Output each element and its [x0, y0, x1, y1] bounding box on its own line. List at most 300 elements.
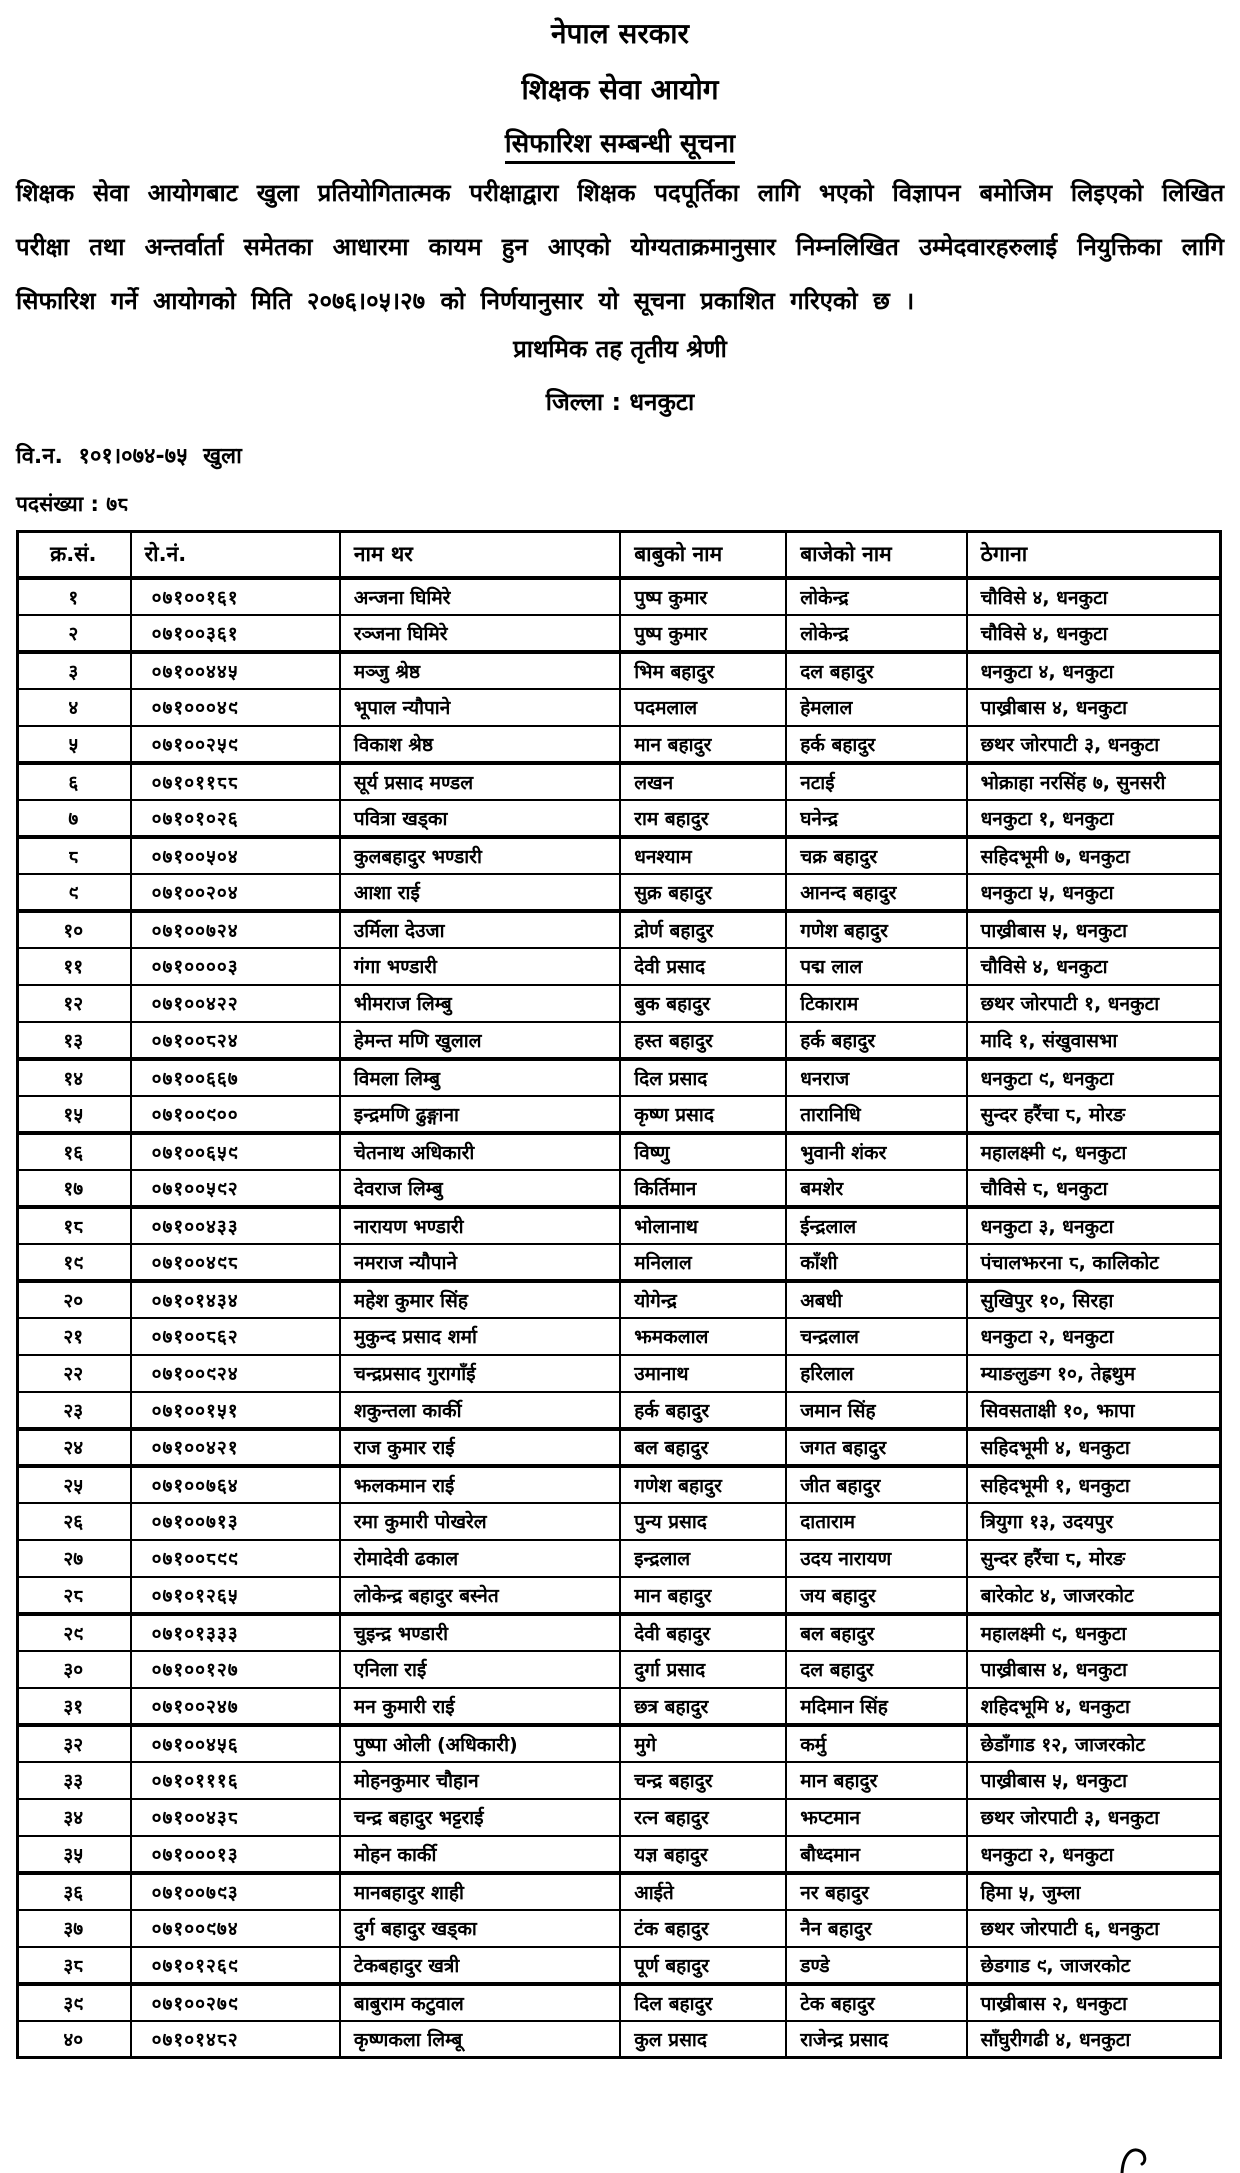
cell-name: उर्मिला देउजा — [340, 911, 620, 948]
cell-grandfather-name: झप्टमान — [786, 1799, 966, 1836]
cell-roll-no: ०७१००८६२ — [131, 1318, 340, 1355]
cell-address: चौविसे ८, धनकुटा — [967, 1170, 1221, 1207]
cell-father-name: छत्र बहादुर — [620, 1688, 786, 1725]
cell-address: पाख्रीबास ४, धनकुटा — [967, 689, 1221, 726]
table-row — [18, 1133, 1221, 1170]
cell-address: मादि १, संखुवासभा — [967, 1022, 1221, 1059]
cell-father-name: धनश्याम — [620, 837, 786, 874]
table-row — [18, 1503, 1221, 1540]
cell-grandfather-name: दल बहादुर — [786, 1651, 966, 1688]
cell-father-name: टंक बहादुर — [620, 1910, 786, 1947]
cell-name: झलकमान राई — [340, 1466, 620, 1503]
cell-serial: २२ — [18, 1355, 131, 1392]
cell-grandfather-name: हेमलाल — [786, 689, 966, 726]
cell-serial: २० — [18, 1281, 131, 1318]
table-header-row — [18, 532, 1221, 578]
cell-roll-no: ०७१०००४९ — [131, 689, 340, 726]
table-row — [18, 1355, 1221, 1392]
cell-serial: १९ — [18, 1244, 131, 1281]
cell-name: मन कुमारी राई — [340, 1688, 620, 1725]
table-row — [18, 578, 1221, 615]
cell-name: भीमराज लिम्बु — [340, 985, 620, 1022]
cell-grandfather-name: मदिमान सिंह — [786, 1688, 966, 1725]
cell-address: चौविसे ४, धनकुटा — [967, 578, 1221, 615]
cell-roll-no: ०७१००१६१ — [131, 578, 340, 615]
table-row — [18, 1059, 1221, 1096]
cell-name: कुलबहादुर भण्डारी — [340, 837, 620, 874]
cell-address: धनकुटा ५, धनकुटा — [967, 874, 1221, 911]
intro-paragraph: शिक्षक सेवा आयोगबाट खुला प्रतियोगितात्मक परीक्षाद्वारा शिक्षक पदपूर्तिका लागि भएको विज्ञापन बमोजिम लिइएको लिखित परीक्षा तथा अन्तर्वार्ता समेतका आधारमा कायम हुन आएको योग्यताक्रमानुसार निम्नलिखित उम्मेदवारहरुलाई नियुक्तिका लागि सिफारिश गर्ने आयोगको मिति २०७६।०५।२७ को निर्णयानुसार यो सूचना प्रकाशित गरिएको छ । — [16, 179, 1224, 315]
cell-name: मुकुन्द प्रसाद शर्मा — [340, 1318, 620, 1355]
cell-address: सहिदभूमी १, धनकुटा — [967, 1466, 1221, 1503]
cell-father-name: मुगे — [620, 1725, 786, 1762]
cell-name: शकुन्तला कार्की — [340, 1392, 620, 1429]
cell-name: पुष्पा ओली (अधिकारी) — [340, 1725, 620, 1762]
cell-serial: १ — [18, 578, 131, 615]
cell-roll-no: ०७१००२५९ — [131, 726, 340, 763]
cell-roll-no: ०७१०१३३३ — [131, 1614, 340, 1651]
cell-name: रञ्जना घिमिरे — [340, 615, 620, 652]
cell-serial: १७ — [18, 1170, 131, 1207]
cell-address: छथर जोरपाटी १, धनकुटा — [967, 985, 1221, 1022]
cell-grandfather-name: बमशेर — [786, 1170, 966, 1207]
table-row — [18, 1170, 1221, 1207]
cell-father-name: कुल प्रसाद — [620, 2021, 786, 2058]
cell-address: म्याङलुङग १०, तेह्रथुम — [967, 1355, 1221, 1392]
cell-serial: ६ — [18, 763, 131, 800]
cell-roll-no: ०७१००६५९ — [131, 1133, 340, 1170]
table-row — [18, 1725, 1221, 1762]
cell-father-name: लखन — [620, 763, 786, 800]
cell-address: महालक्ष्मी ९, धनकुटा — [967, 1614, 1221, 1651]
cell-serial: १३ — [18, 1022, 131, 1059]
cell-address: पाख्रीबास ५, धनकुटा — [967, 911, 1221, 948]
cell-roll-no: ०७१००४५६ — [131, 1725, 340, 1762]
cell-serial: २७ — [18, 1540, 131, 1577]
cell-father-name: मान बहादुर — [620, 1577, 786, 1614]
table-row — [18, 948, 1221, 985]
cell-serial: ३५ — [18, 1836, 131, 1873]
cell-father-name: इन्द्रलाल — [620, 1540, 786, 1577]
cell-father-name: पुष्प कुमार — [620, 578, 786, 615]
cell-serial: ५ — [18, 726, 131, 763]
cell-roll-no: ०७१००४९८ — [131, 1244, 340, 1281]
table-row — [18, 837, 1221, 874]
cell-father-name: विष्णु — [620, 1133, 786, 1170]
table-row — [18, 689, 1221, 726]
cell-address: छथर जोरपाटी ३, धनकुटा — [967, 1799, 1221, 1836]
cell-address: धनकुटा ९, धनकुटा — [967, 1059, 1221, 1096]
cell-address: धनकुटा २, धनकुटा — [967, 1318, 1221, 1355]
cell-address: त्रियुगा १३, उदयपुर — [967, 1503, 1221, 1540]
cell-serial: १२ — [18, 985, 131, 1022]
cell-father-name: दिल बहादुर — [620, 1984, 786, 2021]
cell-father-name: पुष्प कुमार — [620, 615, 786, 652]
cell-father-name: उमानाथ — [620, 1355, 786, 1392]
cell-name: मानबहादुर शाही — [340, 1873, 620, 1910]
cell-name: देवराज लिम्बु — [340, 1170, 620, 1207]
cell-address: सहिदभूमी ४, धनकुटा — [967, 1429, 1221, 1466]
table-row — [18, 874, 1221, 911]
table-row — [18, 1984, 1221, 2021]
table-row — [18, 1022, 1221, 1059]
cell-grandfather-name: नटाई — [786, 763, 966, 800]
cell-father-name: सुक्र बहादुर — [620, 874, 786, 911]
cell-father-name: भिम बहादुर — [620, 652, 786, 689]
cell-grandfather-name: जय बहादुर — [786, 1577, 966, 1614]
cell-name: मञ्जु श्रेष्ठ — [340, 652, 620, 689]
cell-name: रोमादेवी ढकाल — [340, 1540, 620, 1577]
advertisement-number: वि.न. १०१।०७४-७५ खुला — [16, 444, 242, 469]
table-row — [18, 1651, 1221, 1688]
cell-grandfather-name: डण्डे — [786, 1947, 966, 1984]
cell-grandfather-name: टेक बहादुर — [786, 1984, 966, 2021]
cell-father-name: झमकलाल — [620, 1318, 786, 1355]
cell-roll-no: ०७१००६६७ — [131, 1059, 340, 1096]
cell-grandfather-name: आनन्द बहादुर — [786, 874, 966, 911]
cell-address: चौविसे ४, धनकुटा — [967, 948, 1221, 985]
column-header-grandfather-name: बाजेको नाम — [786, 532, 966, 578]
cell-serial: ३४ — [18, 1799, 131, 1836]
cell-father-name: कृष्ण प्रसाद — [620, 1096, 786, 1133]
positions-count: पदसंख्या : ७८ — [16, 492, 129, 516]
cell-roll-no: ०७१०१२६९ — [131, 1947, 340, 1984]
column-header-father-name: बाबुको नाम — [620, 532, 786, 578]
cell-serial: ७ — [18, 800, 131, 837]
cell-address: हिमा ५, जुम्ला — [967, 1873, 1221, 1910]
cell-name: लोकेन्द्र बहादुर बस्नेत — [340, 1577, 620, 1614]
cell-grandfather-name: राजेन्द्र प्रसाद — [786, 2021, 966, 2058]
cell-serial: १८ — [18, 1207, 131, 1244]
cell-serial: १५ — [18, 1096, 131, 1133]
cell-serial: ९ — [18, 874, 131, 911]
cell-father-name: योगेन्द्र — [620, 1281, 786, 1318]
cell-grandfather-name: चक्र बहादुर — [786, 837, 966, 874]
cell-address: भोक्राहा नरसिंह ७, सुनसरी — [967, 763, 1221, 800]
cell-grandfather-name: दाताराम — [786, 1503, 966, 1540]
table-row — [18, 1688, 1221, 1725]
cell-address: महालक्ष्मी ९, धनकुटा — [967, 1133, 1221, 1170]
cell-roll-no: ०७१००९२४ — [131, 1355, 340, 1392]
cell-address: छेडाँगाड १२, जाजरकोट — [967, 1725, 1221, 1762]
cell-grandfather-name: टिकाराम — [786, 985, 966, 1022]
cell-name: चन्द्रप्रसाद गुरागाँई — [340, 1355, 620, 1392]
table-row — [18, 911, 1221, 948]
cell-grandfather-name: हरिलाल — [786, 1355, 966, 1392]
cell-father-name: पुन्य प्रसाद — [620, 1503, 786, 1540]
table-row — [18, 763, 1221, 800]
cell-grandfather-name: भुवानी शंकर — [786, 1133, 966, 1170]
cell-name: विकाश श्रेष्ठ — [340, 726, 620, 763]
cell-grandfather-name: दल बहादुर — [786, 652, 966, 689]
cell-father-name: देवी प्रसाद — [620, 948, 786, 985]
cell-address: साँघुरीगढी ४, धनकुटा — [967, 2021, 1221, 2058]
cell-address: सुन्दर हरैंचा ८, मोरङ — [967, 1096, 1221, 1133]
cell-grandfather-name: नर बहादुर — [786, 1873, 966, 1910]
cell-address: धनकुटा २, धनकुटा — [967, 1836, 1221, 1873]
cell-roll-no: ०७१०१११६ — [131, 1762, 340, 1799]
cell-name: कृष्णकला लिम्बू — [340, 2021, 620, 2058]
table-row — [18, 1873, 1221, 1910]
table-row — [18, 1096, 1221, 1133]
cell-grandfather-name: लोकेन्द्र — [786, 615, 966, 652]
cell-roll-no: ०७१००४२२ — [131, 985, 340, 1022]
cell-address: पाख्रीबास ४, धनकुटा — [967, 1651, 1221, 1688]
table-row — [18, 1799, 1221, 1836]
table-row — [18, 1281, 1221, 1318]
cell-serial: २९ — [18, 1614, 131, 1651]
cell-grandfather-name: मान बहादुर — [786, 1762, 966, 1799]
cell-roll-no: ०७१००७१३ — [131, 1503, 340, 1540]
cell-address: धनकुटा १, धनकुटा — [967, 800, 1221, 837]
cell-address: सुन्दर हरैंचा ८, मोरङ — [967, 1540, 1221, 1577]
cell-serial: ३१ — [18, 1688, 131, 1725]
cell-father-name: बुक बहादुर — [620, 985, 786, 1022]
table-row — [18, 1207, 1221, 1244]
signature-fragment — [1116, 2144, 1156, 2173]
cell-father-name: दुर्गा प्रसाद — [620, 1651, 786, 1688]
cell-address: सुखिपुर १०, सिरहा — [967, 1281, 1221, 1318]
cell-roll-no: ०७१०१२६५ — [131, 1577, 340, 1614]
cell-roll-no: ०७१००४२१ — [131, 1429, 340, 1466]
cell-grandfather-name: उदय नारायण — [786, 1540, 966, 1577]
cell-father-name: रत्न बहादुर — [620, 1799, 786, 1836]
cell-name: इन्द्रमणि ढुङ्गाना — [340, 1096, 620, 1133]
cell-roll-no: ०७१००८२४ — [131, 1022, 340, 1059]
cell-name: दुर्ग बहादुर खड्का — [340, 1910, 620, 1947]
cell-address: पाख्रीबास २, धनकुटा — [967, 1984, 1221, 2021]
column-header-roll-no: रो.नं. — [131, 532, 340, 578]
cell-address: शहिदभूमि ४, धनकुटा — [967, 1688, 1221, 1725]
cell-father-name: मान बहादुर — [620, 726, 786, 763]
candidates-table — [16, 530, 1222, 2059]
cell-grandfather-name: पद्म लाल — [786, 948, 966, 985]
cell-serial: ३७ — [18, 1910, 131, 1947]
table-row — [18, 1392, 1221, 1429]
column-header-address: ठेगाना — [967, 532, 1221, 578]
cell-serial: १० — [18, 911, 131, 948]
cell-serial: १६ — [18, 1133, 131, 1170]
cell-name: भूपाल न्यौपाने — [340, 689, 620, 726]
cell-grandfather-name: जमान सिंह — [786, 1392, 966, 1429]
cell-roll-no: ०७१००४४५ — [131, 652, 340, 689]
cell-grandfather-name: अबधी — [786, 1281, 966, 1318]
cell-roll-no: ०७१००९०० — [131, 1096, 340, 1133]
cell-roll-no: ०७१०००१३ — [131, 1836, 340, 1873]
cell-serial: ४० — [18, 2021, 131, 2058]
cell-address: धनकुटा ३, धनकुटा — [967, 1207, 1221, 1244]
table-row — [18, 1466, 1221, 1503]
cell-father-name: आईते — [620, 1873, 786, 1910]
cell-serial: २४ — [18, 1429, 131, 1466]
cell-serial: ३२ — [18, 1725, 131, 1762]
cell-father-name: पदमलाल — [620, 689, 786, 726]
cell-father-name: दिल प्रसाद — [620, 1059, 786, 1096]
table-row — [18, 1910, 1221, 1947]
cell-name: महेश कुमार सिंह — [340, 1281, 620, 1318]
cell-serial: १४ — [18, 1059, 131, 1096]
cell-name: अन्जना घिमिरे — [340, 578, 620, 615]
level-heading: प्राथमिक तह तृतीय श्रेणी — [513, 335, 727, 363]
commission-title: शिक्षक सेवा आयोग — [521, 73, 719, 106]
table-row — [18, 1836, 1221, 1873]
cell-father-name: बल बहादुर — [620, 1429, 786, 1466]
cell-address: छथर जोरपाटी ३, धनकुटा — [967, 726, 1221, 763]
cell-name: चन्द्र बहादुर भट्टराई — [340, 1799, 620, 1836]
cell-roll-no: ०७१००७९३ — [131, 1873, 340, 1910]
cell-grandfather-name: हर्क बहादुर — [786, 726, 966, 763]
cell-name: नारायण भण्डारी — [340, 1207, 620, 1244]
cell-name: नमराज न्यौपाने — [340, 1244, 620, 1281]
cell-grandfather-name: बल बहादुर — [786, 1614, 966, 1651]
cell-address: पंचालझरना ८, कालिकोट — [967, 1244, 1221, 1281]
cell-address: पाख्रीबास ५, धनकुटा — [967, 1762, 1221, 1799]
cell-grandfather-name: जीत बहादुर — [786, 1466, 966, 1503]
cell-grandfather-name: लोकेन्द्र — [786, 578, 966, 615]
cell-name: एनिला राई — [340, 1651, 620, 1688]
cell-grandfather-name: जगत बहादुर — [786, 1429, 966, 1466]
cell-address: सहिदभूमी ७, धनकुटा — [967, 837, 1221, 874]
results-table-body — [18, 578, 1221, 2058]
cell-roll-no: ०७१००८९९ — [131, 1540, 340, 1577]
district-heading: जिल्ला : धनकुटा — [545, 388, 695, 416]
cell-name: बाबुराम कटुवाल — [340, 1984, 620, 2021]
cell-grandfather-name: तारानिधि — [786, 1096, 966, 1133]
cell-grandfather-name: ईन्द्रलाल — [786, 1207, 966, 1244]
table-row — [18, 1540, 1221, 1577]
government-title: नेपाल सरकार — [550, 17, 690, 50]
notice-title-text: सिफारिश सम्बन्धी सूचना — [505, 129, 735, 164]
table-row — [18, 2021, 1221, 2058]
cell-roll-no: ०७१००४३३ — [131, 1207, 340, 1244]
cell-address: सिवसताक्षी १०, झापा — [967, 1392, 1221, 1429]
cell-roll-no: ०७१००२०४ — [131, 874, 340, 911]
cell-roll-no: ०७१००४३८ — [131, 1799, 340, 1836]
cell-name: सूर्य प्रसाद मण्डल — [340, 763, 620, 800]
cell-father-name: भोलानाथ — [620, 1207, 786, 1244]
cell-serial: ११ — [18, 948, 131, 985]
cell-address: छथर जोरपाटी ६, धनकुटा — [967, 1910, 1221, 1947]
cell-father-name: यज्ञ बहादुर — [620, 1836, 786, 1873]
table-row — [18, 1762, 1221, 1799]
cell-roll-no: ०७१००१५१ — [131, 1392, 340, 1429]
cell-father-name: चन्द्र बहादुर — [620, 1762, 786, 1799]
cell-grandfather-name: हर्क बहादुर — [786, 1022, 966, 1059]
column-header-serial: क्र.सं. — [18, 532, 131, 578]
cell-serial: २८ — [18, 1577, 131, 1614]
cell-name: राज कुमार राई — [340, 1429, 620, 1466]
cell-father-name: राम बहादुर — [620, 800, 786, 837]
column-header-name: नाम थर — [340, 532, 620, 578]
cell-father-name: द्रोर्ण बहादुर — [620, 911, 786, 948]
cell-serial: ३० — [18, 1651, 131, 1688]
table-row — [18, 1614, 1221, 1651]
cell-father-name: गणेश बहादुर — [620, 1466, 786, 1503]
cell-roll-no: ०७१००३६१ — [131, 615, 340, 652]
table-row — [18, 1947, 1221, 1984]
cell-roll-no: ०७१००१२७ — [131, 1651, 340, 1688]
cell-address: छेडगाड ९, जाजरकोट — [967, 1947, 1221, 1984]
cell-serial: २ — [18, 615, 131, 652]
cell-name: चुइन्द्र भण्डारी — [340, 1614, 620, 1651]
table-head — [18, 532, 1221, 578]
cell-name: मोहन कार्की — [340, 1836, 620, 1873]
cell-grandfather-name: नैन बहादुर — [786, 1910, 966, 1947]
cell-serial: ३६ — [18, 1873, 131, 1910]
cell-serial: २१ — [18, 1318, 131, 1355]
cell-serial: ३३ — [18, 1762, 131, 1799]
cell-grandfather-name: चन्द्रलाल — [786, 1318, 966, 1355]
cell-father-name: हस्त बहादुर — [620, 1022, 786, 1059]
cell-name: चेतनाथ अधिकारी — [340, 1133, 620, 1170]
cell-roll-no: ०७१००७६४ — [131, 1466, 340, 1503]
cell-father-name: किर्तिमान — [620, 1170, 786, 1207]
cell-name: मोहनकुमार चौहान — [340, 1762, 620, 1799]
cell-serial: ३८ — [18, 1947, 131, 1984]
cell-name: पवित्रा खड्का — [340, 800, 620, 837]
cell-serial: ४ — [18, 689, 131, 726]
cell-name: गंगा भण्डारी — [340, 948, 620, 985]
cell-roll-no: ०७१००५९२ — [131, 1170, 340, 1207]
cell-serial: ३९ — [18, 1984, 131, 2021]
table-row — [18, 985, 1221, 1022]
cell-grandfather-name: काँशी — [786, 1244, 966, 1281]
cell-serial: २६ — [18, 1503, 131, 1540]
cell-father-name: देवी बहादुर — [620, 1614, 786, 1651]
cell-address: बारेकोट ४, जाजरकोट — [967, 1577, 1221, 1614]
cell-roll-no: ०७१०१०२६ — [131, 800, 340, 837]
cell-name: हेमन्त मणि खुलाल — [340, 1022, 620, 1059]
cell-address: चौविसे ४, धनकुटा — [967, 615, 1221, 652]
cell-father-name: पूर्ण बहादुर — [620, 1947, 786, 1984]
table-row — [18, 1429, 1221, 1466]
cell-roll-no: ०७१०११८८ — [131, 763, 340, 800]
cell-serial: २३ — [18, 1392, 131, 1429]
notice-title — [16, 124, 1224, 160]
cell-serial: ३ — [18, 652, 131, 689]
cell-roll-no: ०७१०१४८२ — [131, 2021, 340, 2058]
cell-roll-no: ०७१००२४७ — [131, 1688, 340, 1725]
cell-father-name: हर्क बहादुर — [620, 1392, 786, 1429]
cell-roll-no: ०७१००२७९ — [131, 1984, 340, 2021]
table-row — [18, 800, 1221, 837]
cell-roll-no: ०७१००७२४ — [131, 911, 340, 948]
table-row — [18, 1577, 1221, 1614]
cell-roll-no: ०७१०१४३४ — [131, 1281, 340, 1318]
cell-serial: ८ — [18, 837, 131, 874]
cell-address: धनकुटा ४, धनकुटा — [967, 652, 1221, 689]
cell-grandfather-name: घनेन्द्र — [786, 800, 966, 837]
cell-roll-no: ०७१००९७४ — [131, 1910, 340, 1947]
cell-grandfather-name: धनराज — [786, 1059, 966, 1096]
table-row — [18, 652, 1221, 689]
table-row — [18, 1318, 1221, 1355]
cell-roll-no: ०७१००००३ — [131, 948, 340, 985]
cell-name: रमा कुमारी पोखरेल — [340, 1503, 620, 1540]
cell-serial: २५ — [18, 1466, 131, 1503]
table-row — [18, 615, 1221, 652]
table-row — [18, 1244, 1221, 1281]
table-row — [18, 726, 1221, 763]
cell-name: टेकबहादुर खत्री — [340, 1947, 620, 1984]
cell-grandfather-name: गणेश बहादुर — [786, 911, 966, 948]
cell-grandfather-name: बौध्दमान — [786, 1836, 966, 1873]
cell-name: आशा राई — [340, 874, 620, 911]
cell-father-name: मनिलाल — [620, 1244, 786, 1281]
cell-name: विमला लिम्बु — [340, 1059, 620, 1096]
cell-grandfather-name: कर्मु — [786, 1725, 966, 1762]
cell-roll-no: ०७१००५०४ — [131, 837, 340, 874]
